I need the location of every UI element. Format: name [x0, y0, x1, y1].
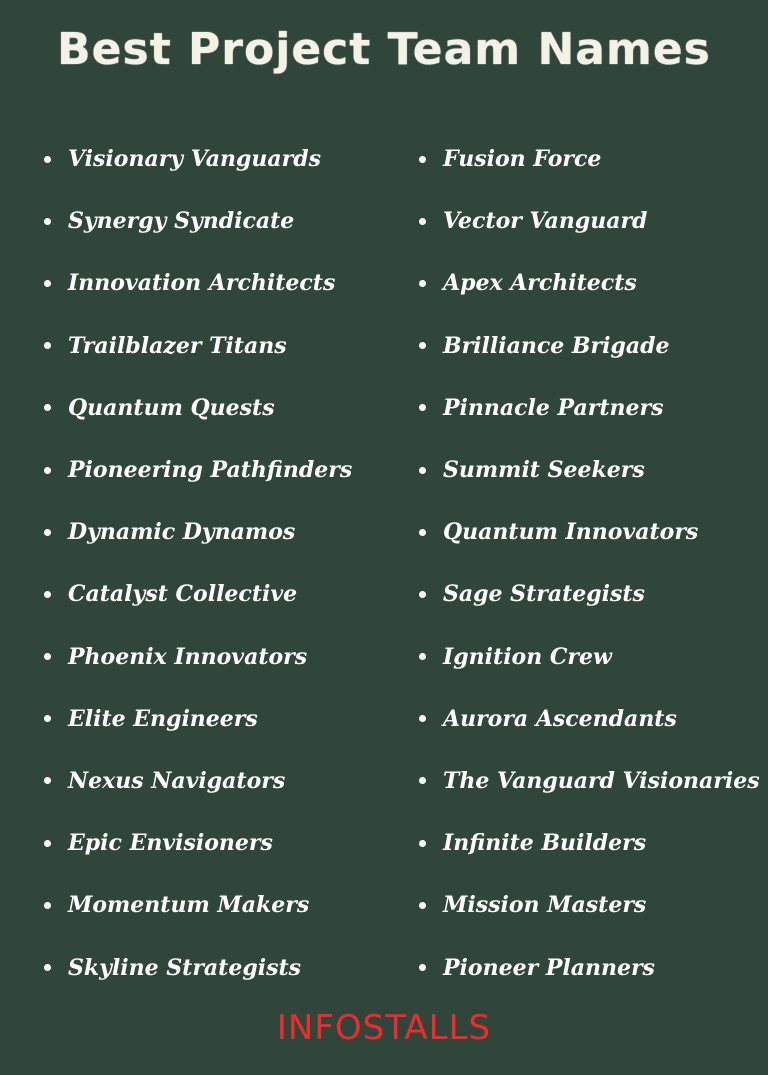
bullet-icon [419, 653, 426, 660]
list-item [44, 252, 352, 314]
left-name-list [44, 128, 352, 999]
list-item [44, 563, 352, 625]
bullet-icon [419, 840, 426, 847]
team-name: Aurora Ascendants [443, 705, 677, 732]
bullet-icon [44, 280, 51, 287]
bullet-icon [44, 342, 51, 349]
bullet-icon [419, 902, 426, 909]
bullet-icon [44, 902, 51, 909]
list-item [44, 315, 352, 377]
team-name: Quantum Quests [68, 394, 275, 421]
team-name: Phoenix Innovators [68, 643, 308, 670]
team-name: Infinite Builders [443, 830, 647, 857]
list-item [419, 315, 760, 377]
bullet-icon [44, 404, 51, 411]
list-item [44, 190, 352, 252]
bullet-icon [44, 156, 51, 163]
list-item [44, 501, 352, 563]
bullet-icon [419, 342, 426, 349]
bullet-icon [44, 777, 51, 784]
list-item [44, 626, 352, 688]
list-item [44, 812, 352, 874]
bullet-icon [419, 529, 426, 536]
bullet-icon [44, 715, 51, 722]
list-item [419, 439, 760, 501]
team-name: Ignition Crew [443, 643, 612, 670]
list-item [44, 936, 352, 998]
list-item [419, 874, 760, 936]
bullet-icon [419, 156, 426, 163]
page-title: Best Project Team Names [57, 24, 711, 75]
team-name: Quantum Innovators [443, 519, 699, 546]
bullet-icon [419, 591, 426, 598]
bullet-icon [419, 280, 426, 287]
list-item [419, 750, 760, 812]
list-item [419, 936, 760, 998]
list-item [419, 626, 760, 688]
list-item [44, 688, 352, 750]
team-name: Fusion Force [443, 146, 602, 173]
bullet-icon [419, 964, 426, 971]
list-item [419, 190, 760, 252]
team-name: Trailblazer Titans [68, 332, 287, 359]
bullet-icon [44, 218, 51, 225]
team-name: Momentum Makers [68, 892, 310, 919]
bullet-icon [44, 529, 51, 536]
team-name: Dynamic Dynamos [68, 519, 296, 546]
right-name-list [419, 128, 760, 999]
team-name: Pioneering Pathfinders [68, 457, 353, 484]
brand-watermark: INFOSTALLS [276, 1008, 492, 1048]
bullet-icon [419, 715, 426, 722]
team-name: Synergy Syndicate [68, 208, 295, 235]
list-item [419, 688, 760, 750]
list-item [44, 874, 352, 936]
list-item [419, 252, 760, 314]
list-item [419, 563, 760, 625]
bullet-icon [419, 404, 426, 411]
team-name: Pioneer Planners [443, 954, 655, 981]
team-name: Pinnacle Partners [443, 394, 664, 421]
team-name: Visionary Vanguards [68, 146, 322, 173]
bullet-icon [44, 964, 51, 971]
team-name: Brilliance Brigade [443, 332, 670, 359]
bullet-icon [419, 467, 426, 474]
team-name: Nexus Navigators [68, 767, 286, 794]
list-item [419, 128, 760, 190]
bullet-icon [44, 840, 51, 847]
team-name: Apex Architects [443, 270, 637, 297]
team-name: Catalyst Collective [68, 581, 298, 608]
bullet-icon [44, 591, 51, 598]
team-name: Summit Seekers [443, 457, 645, 484]
team-name: Vector Vanguard [443, 208, 648, 235]
bullet-icon [419, 218, 426, 225]
bullet-icon [44, 653, 51, 660]
bullet-icon [44, 467, 51, 474]
list-item [44, 750, 352, 812]
list-item [419, 812, 760, 874]
list-item [44, 439, 352, 501]
team-name: Mission Masters [443, 892, 647, 919]
list-item [419, 377, 760, 439]
team-name: Innovation Architects [68, 270, 336, 297]
bullet-icon [419, 777, 426, 784]
team-name: Sage Strategists [443, 581, 645, 608]
team-name: The Vanguard Visionaries [443, 767, 760, 794]
team-name: Elite Engineers [68, 705, 258, 732]
team-name: Epic Envisioners [68, 830, 273, 857]
list-item [44, 377, 352, 439]
list-item [419, 501, 760, 563]
list-item [44, 128, 352, 190]
team-name: Skyline Strategists [68, 954, 302, 981]
